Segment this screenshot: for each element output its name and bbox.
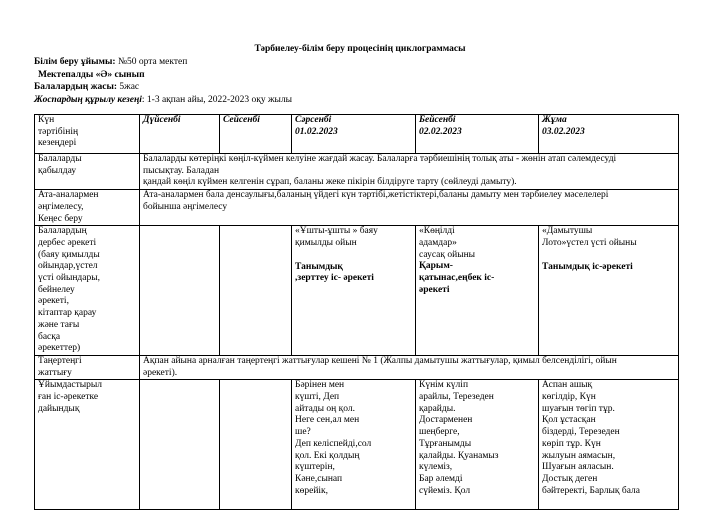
friday-activity: Танымдық іс-әрекеті — [542, 261, 633, 272]
header-cell-monday: Дүйсенбі — [140, 115, 220, 154]
row-label-reception: Балаларды қабылдау — [35, 154, 140, 190]
period-value: : 1-3 ақпан айы, 2022-2023 оқу жылы — [141, 94, 293, 105]
period-line — [34, 94, 292, 107]
table-row — [35, 380, 679, 510]
thursday-game: «Көңілді адамдар» саусақ ойыны — [419, 226, 476, 260]
row-text-parents: Ата-аналармен бала денсаулығы,баланың үйдегі күн тәртібі,жетістіктері,баланы дамыту мен тәрбиелеу мәселелері бойынша әңгімелесу — [140, 190, 679, 226]
header-cell-friday — [539, 115, 679, 154]
table-row — [35, 190, 679, 226]
friday-day: Жұма — [542, 115, 567, 125]
row-label-parents: Ата-аналармен әңгімелесу, Кеңес беру — [35, 190, 140, 226]
header-cell-wednesday — [292, 115, 416, 154]
row-text-morning-exercise: Ақпан айына арналған таңертеңгі жаттығулар кешені № 1 (Жалпы дамытушы жаттығулар, қимыл белсенділігі, ойын әрекеті). — [140, 355, 679, 379]
org-value: №50 орта мектеп — [115, 57, 188, 67]
cell-wednesday-independent — [292, 226, 416, 356]
wednesday-day: Сәрсенбі — [295, 115, 332, 125]
header-cell-tuesday: Сейсенбі — [220, 115, 292, 154]
cell-thursday-preparation: Күнім күліп арайлы, Терезеден қарайды. Достарменен шеңберге, Тұрғанымды қалайды. Қуанамыз күлеміз, Бар әлемді сүйеміз. Қол — [416, 380, 539, 510]
cell-monday-preparation — [140, 380, 220, 510]
row-label-independent: Балалардың дербес әрекеті (баяу қимылды ойындар,үстел үсті ойындары, бейнелеу әрекеті, кітаптар қарау және тағы басқа әрекеттер) — [35, 226, 140, 356]
row-text-reception: Балаларды көтеріңкі көңіл-күймен келуіне жағдай жасау. Балаларға тәрбиешінің толық аты - жөнін атап сәлемдесуді пысықтау. Баладан қандай көңіл күймен келгенін сұрап, баланы жеке пікірін білдіруге тарту (сөйлеуді дамыту). — [140, 154, 679, 190]
org-line — [34, 56, 292, 69]
document-meta — [34, 56, 292, 106]
row-label-preparation: Ұйымдастырыл ған іс-әрекетке дайындық — [35, 380, 140, 510]
cell-friday-independent — [539, 226, 679, 356]
table-row — [35, 154, 679, 190]
schedule-table — [34, 114, 679, 510]
cell-wednesday-preparation: Бәрінен мен күшті, Деп айтады оң қол. Неге сен,ал мен ше? Деп келіспейді,сол қол. Екі қолдың күштерін, Кәне,сынап көрейік, — [292, 380, 416, 510]
table-header-row — [35, 115, 679, 154]
table-row — [35, 355, 679, 379]
period-label: Жоспардың құрылу кезеңі — [34, 94, 142, 105]
cell-thursday-independent — [416, 226, 539, 356]
document-title: Тәрбиелеу-білім беру процесінің циклограммасы — [254, 44, 466, 54]
org-label: Білім беру ұйымы: — [34, 57, 116, 67]
friday-date: 03.02.2023 — [542, 126, 585, 137]
age-value: 5жас — [117, 82, 140, 92]
header-cell-periods: Күн тәртібінің кезеңдері — [35, 115, 140, 154]
wednesday-activity: Танымдық ,зерттеу іс- әрекеті — [295, 261, 374, 284]
cell-friday-preparation: Аспан ашық көгілдір, Күн шуағын төгіп тұр. Қол ұстасқан біздерді, Терезеден көріп тұр. Күн жылуын аямасын, Шуағын аяласын. Достық деген бәйтеректі, Барлық бала — [539, 380, 679, 510]
thursday-date: 02.02.2023 — [419, 126, 462, 137]
wednesday-game: «Ұшты-ұшты » баяу қимылды ойын — [295, 226, 378, 248]
thursday-day: Бейсенбі — [419, 115, 456, 125]
age-line — [34, 81, 292, 94]
wednesday-date: 01.02.2023 — [295, 126, 338, 137]
cell-tuesday-independent — [220, 226, 292, 356]
cell-monday-independent — [140, 226, 220, 356]
friday-game: «Дамытушы Лото»үстел үсті ойыны — [542, 226, 637, 248]
age-label: Балалардың жасы: — [34, 82, 118, 92]
header-cell-thursday — [416, 115, 539, 154]
cell-tuesday-preparation — [220, 380, 292, 510]
group-line — [34, 69, 292, 82]
row-label-morning-exercise: Таңертеңгі жаттығу — [35, 355, 140, 379]
group-label: Мектепалды «Ә» сынып — [38, 69, 145, 80]
table-row — [35, 226, 679, 356]
thursday-activity: Қарым- қатынас,еңбек іс- әрекеті — [419, 261, 495, 295]
